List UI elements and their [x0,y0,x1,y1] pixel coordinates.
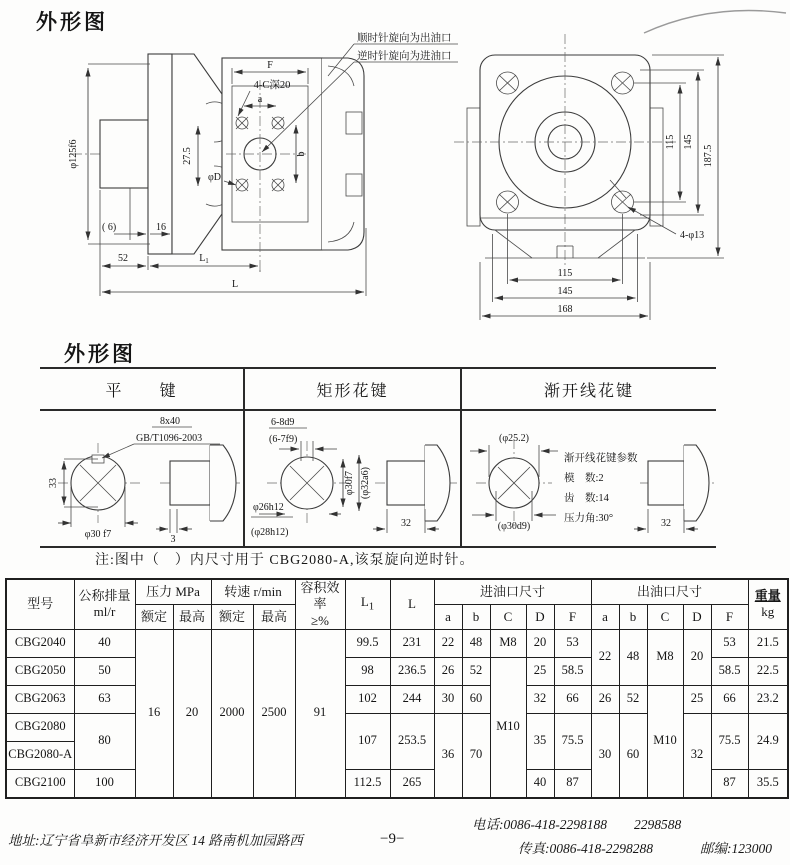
involute-d1: (φ25.2) [499,433,529,444]
cell-pressure-rated: 16 [135,629,173,798]
cell-outlet-F: 66 [711,685,748,713]
cell-displacement: 80 [74,713,135,769]
involute-param-teeth: 齿 数:14 [564,493,609,504]
cell-inlet-F: 53 [554,629,591,657]
cell-inlet-F: 87 [554,769,591,798]
dim-label-phiD: φD [208,172,221,183]
header-weight [748,579,788,629]
cell-speed-rated: 2000 [211,629,253,798]
cell-L1: 102 [345,685,390,713]
header-outlet-C: C [647,604,683,629]
dim-label-v145: 145 [683,134,694,150]
cell-outlet-F: 75.5 [711,713,748,769]
footer-fax: 传真:0086-418-2298288 [518,841,653,856]
dim-label-a: a [257,94,263,105]
header-outlet-F: F [711,604,748,629]
page-footer [0,813,790,865]
cell-outlet-a: 22 [591,629,619,685]
cell-inlet-b: 52 [462,657,490,685]
rect-spline-spec-alt: (6-7f9) [269,434,298,445]
cell-inlet-F: 75.5 [554,713,591,769]
cell-inlet-b: 60 [462,685,490,713]
footer-zipcode: 邮编:123000 [700,841,772,856]
cell-outlet-D: 20 [683,629,711,685]
header-L1-main: L [360,594,369,610]
dim-label-diameter: φ125f6 [68,139,79,169]
cell-inlet-C: M8 [490,629,526,657]
header-L1-sub: 1 [368,600,375,613]
cell-outlet-F: 87 [711,769,748,798]
section-title: 外形图 [64,342,136,366]
header-pressure-rated: 额定 [135,604,173,629]
involute-len: 32 [661,518,671,529]
header-speed: 转速 r/min [211,579,295,604]
cell-L: 253.5 [390,713,434,769]
dim-label-h168: 168 [557,304,573,315]
cell-displacement: 100 [74,769,135,798]
header-weight-l1: 重量 [754,588,781,604]
key-table-header-flat-key: 平 键 [105,382,178,400]
header-efficiency-l1: 容积效率 [300,580,340,612]
involute-spline-drawing [460,411,716,546]
cell-model: CBG2100 [6,769,74,798]
header-inlet-D: D [526,604,554,629]
involute-param-module: 模 数:2 [564,473,604,484]
pump-front-view-drawing [440,28,770,328]
cell-L: 244 [390,685,434,713]
cell-displacement: 63 [74,685,135,713]
cell-inlet-D: 32 [526,685,554,713]
cell-outlet-C: M8 [647,629,683,685]
dim-label-16: 16 [156,222,166,233]
involute-param-angle: 压力角:30° [564,513,614,524]
header-inlet: 进油口尺寸 [434,579,591,604]
cell-L1: 99.5 [345,629,390,657]
dim-label-h145: 145 [557,286,573,297]
page-title: 外形图 [36,10,108,34]
cell-speed-max: 2500 [253,629,295,798]
cell-outlet-F: 53 [711,629,748,657]
key-type-table [40,367,716,548]
cell-outlet-b: 60 [619,713,647,798]
table-note: 注:图中（ ）内尺寸用于 CBG2080-A,该泵旋向逆时针。 [95,553,475,568]
header-L: L [390,579,434,629]
dim-label-L1: $L_1$ [199,253,209,265]
cell-inlet-F: 66 [554,685,591,713]
cell-weight: 35.5 [748,769,788,798]
dim-label-b: b [296,151,307,157]
dim-label-L: L [231,279,239,290]
pump-side-view-drawing [10,28,460,333]
cell-model: CBG2050 [6,657,74,685]
cell-outlet-C: M10 [647,685,683,798]
cell-inlet-a: 36 [434,713,462,798]
rect-spline-len: 32 [401,518,411,529]
cell-outlet-b: 52 [619,685,647,713]
key-table-header-involute-spline: 渐开线花键 [460,369,716,409]
dim-label-v1875: 187.5 [703,144,714,168]
cell-inlet-b: 48 [462,629,490,657]
cell-model: CBG2063 [6,685,74,713]
cell-outlet-a: 30 [591,713,619,798]
footer-telephone: 电话:0086-418-2298188 2298588 [472,817,682,832]
cell-weight: 24.9 [748,713,788,769]
footer-page-number: −9− [380,831,405,847]
cell-L1: 98 [345,657,390,685]
cell-weight: 23.2 [748,685,788,713]
flat-key-drawing [40,411,243,546]
cell-inlet-a: 26 [434,657,462,685]
cell-L: 236.5 [390,657,434,685]
cell-efficiency: 91 [295,629,345,798]
header-outlet-a: a [591,604,619,629]
cell-outlet-b: 48 [619,629,647,685]
cell-displacement: 40 [74,629,135,657]
cell-outlet-D: 25 [683,685,711,713]
header-speed-rated: 额定 [211,604,253,629]
header-inlet-a: a [434,604,462,629]
dim-label-6: ( 6) [102,222,117,233]
spec-row-cbg2063 [6,685,788,713]
cell-inlet-F: 58.5 [554,657,591,685]
dim-label-v115: 115 [665,134,676,150]
rect-spline-d1: φ30f7 [344,470,355,496]
spec-row-cbg2040 [6,629,788,657]
header-weight-l2: kg [761,604,775,620]
header-model: 型号 [6,579,74,629]
cell-weight: 22.5 [748,657,788,685]
header-efficiency-l2: ≥% [311,612,329,628]
header-L1 [345,579,390,629]
rotation-note-line2: 逆时针旋向为进油口 [357,51,452,62]
rect-spline-spec: 6-8d9 [271,417,295,428]
callout-4c-depth20: 4-C深20 [253,80,291,91]
rect-spline-d1-alt: (φ32a6) [360,467,371,499]
callout-4-phi13: 4-φ13 [680,230,705,241]
cell-model: CBG2040 [6,629,74,657]
spec-table [5,578,789,799]
header-pressure: 压力 MPa [135,579,211,604]
involute-params-title: 渐开线花键参数 [564,453,638,464]
header-efficiency [295,579,345,629]
cell-L1: 107 [345,713,390,769]
cell-outlet-a: 26 [591,685,619,713]
header-inlet-F: F [554,604,591,629]
cell-inlet-D: 25 [526,657,554,685]
header-pressure-max: 最高 [173,604,211,629]
cell-L: 265 [390,769,434,798]
cell-model: CBG2080 [6,713,74,741]
cell-L: 231 [390,629,434,657]
cell-pressure-max: 20 [173,629,211,798]
dim-label-275: 27.5 [182,147,193,165]
footer-address: 地址:辽宁省阜新市经济开发区 14 路南机加园路西 [8,833,303,848]
header-inlet-C: C [490,604,526,629]
cell-weight: 21.5 [748,629,788,657]
spec-header-row-1 [6,579,788,604]
cell-inlet-a: 22 [434,629,462,657]
header-outlet-b: b [619,604,647,629]
cell-outlet-F: 58.5 [711,657,748,685]
cell-inlet-D: 35 [526,713,554,769]
dim-flat-key-shaft: φ30 f7 [84,529,112,540]
cell-inlet-b: 70 [462,713,490,798]
cell-outlet-D: 32 [683,713,711,798]
cell-model: CBG2080-A [6,741,74,769]
cell-inlet-D: 40 [526,769,554,798]
rotation-note-line1: 顺时针旋向为出油口 [357,33,452,44]
header-speed-max: 最高 [253,604,295,629]
cell-inlet-C: M10 [490,657,526,798]
key-table-header-rect-spline: 矩形花键 [243,369,460,409]
dim-flat-key-3: 3 [170,534,176,545]
cell-displacement: 50 [74,657,135,685]
involute-d2: (φ30d9) [497,521,531,532]
header-outlet: 出油口尺寸 [591,579,748,604]
dim-label-52: 52 [118,253,128,264]
header-displacement-l2: ml/r [93,604,116,620]
flat-key-standard: GB/T1096-2003 [136,433,203,444]
header-displacement-l1: 公称排量 [78,588,131,604]
rect-spline-d2: φ26h12 [253,502,284,513]
cell-inlet-a: 30 [434,685,462,713]
rect-spline-drawing [243,411,460,546]
dim-flat-key-33: 33 [48,478,59,488]
dim-label-h115: 115 [557,268,573,279]
header-outlet-D: D [683,604,711,629]
header-displacement [74,579,135,629]
flat-key-spec: 8x40 [160,416,180,427]
rect-spline-d2-alt: (φ28h12) [251,527,289,538]
dim-label-F: F [267,60,273,71]
cell-inlet-D: 20 [526,629,554,657]
cell-L1: 112.5 [345,769,390,798]
header-inlet-b: b [462,604,490,629]
